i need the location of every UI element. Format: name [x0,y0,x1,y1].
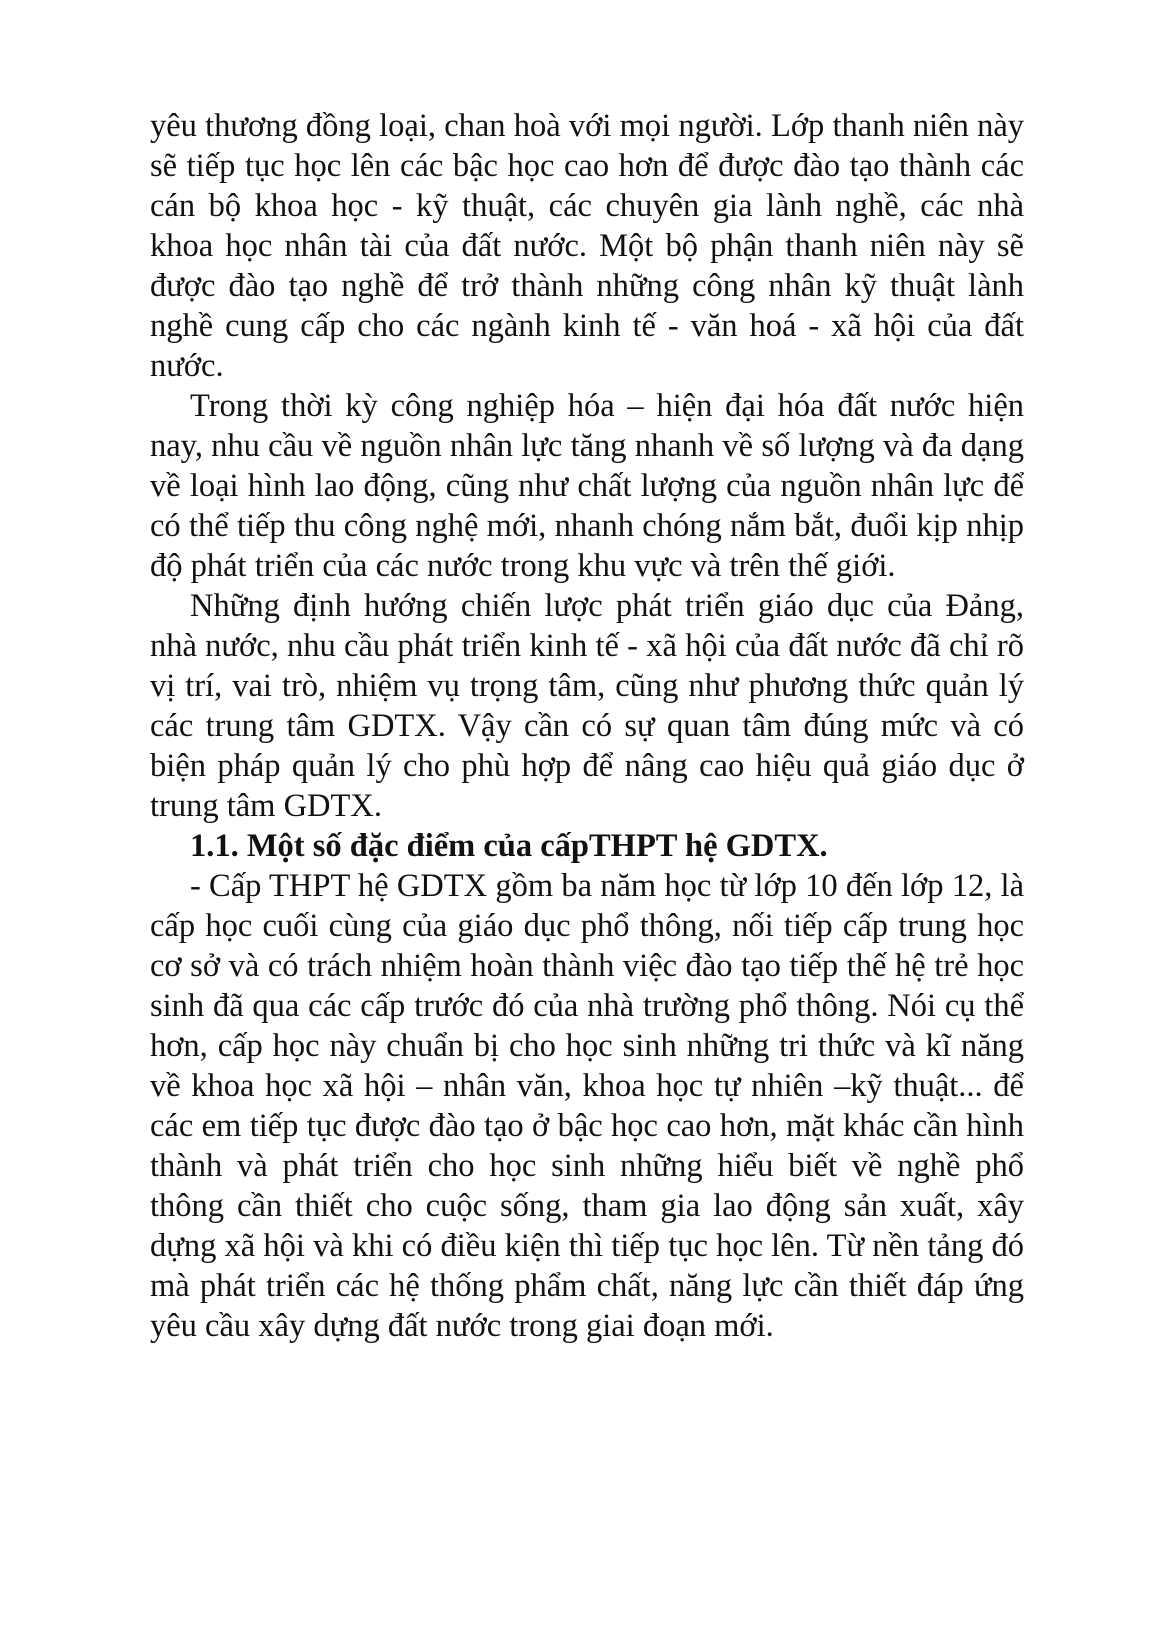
paragraph-continued: yêu thương đồng loại, chan hoà với mọi người. Lớp thanh niên này sẽ tiếp tục học lên các bậc học cao hơn để được đào tạo thành các cán bộ khoa học - kỹ thuật, các chuyên gia lành nghề, các nhà khoa học nhân tài của đất nước. Một bộ phận thanh niên này sẽ được đào tạo nghề để trở thành những công nhân kỹ thuật lành nghề cung cấp cho các ngành kinh tế - văn hoá - xã hội của đất nước. [150,108,1024,384]
paragraph-strategy: Những định hướng chiến lược phát triển giáo dục của Đảng, nhà nước, nhu cầu phát triển kinh tế - xã hội của đất nước đã chỉ rõ vị trí, vai trò, nhiệm vụ trọng tâm, cũng như phương thức quản lý các trung tâm GDTX. Vậy cần có sự quan tâm đúng mức và có biện pháp quản lý cho phù hợp để nâng cao hiệu quả giáo dục ở trung tâm GDTX. [150,588,1024,824]
section-heading: 1.1. Một số đặc điểm của cấpTHPT hệ GDTX. [190,828,828,864]
document-page [150,106,1024,1346]
paragraph-industrialization: Trong thời kỳ công nghiệp hóa – hiện đại hóa đất nước hiện nay, nhu cầu về nguồn nhân lực tăng nhanh về số lượng và đa dạng về loại hình lao động, cũng như chất lượng của nguồn nhân lực để có thể tiếp thu công nghệ mới, nhanh chóng nắm bắt, đuổi kịp nhịp độ phát triển của các nước trong khu vực và trên thế giới. [150,388,1024,584]
paragraph-section-body: - Cấp THPT hệ GDTX gồm ba năm học từ lớp 10 đến lớp 12, là cấp học cuối cùng của giáo dục phổ thông, nối tiếp cấp trung học cơ sở và có trách nhiệm hoàn thành việc đào tạo tiếp thế hệ trẻ học sinh đã qua các cấp trước đó của nhà trường phổ thông. Nói cụ thể hơn, cấp học này chuẩn bị cho học sinh những tri thức và kĩ năng về khoa học xã hội – nhân văn, khoa học tự nhiên –kỹ thuật... để các em tiếp tục được đào tạo ở bậc học cao hơn, mặt khác cần hình thành và phát triển cho học sinh những hiểu biết về nghề phổ thông cần thiết cho cuộc sống, tham gia lao động sản xuất, xây dựng xã hội và khi có điều kiện thì tiếp tục học lên. Từ nền tảng đó mà phát triển các hệ thống phẩm chất, năng lực cần thiết đáp ứng yêu cầu xây dựng đất nước trong giai đoạn mới. [150,868,1024,1344]
